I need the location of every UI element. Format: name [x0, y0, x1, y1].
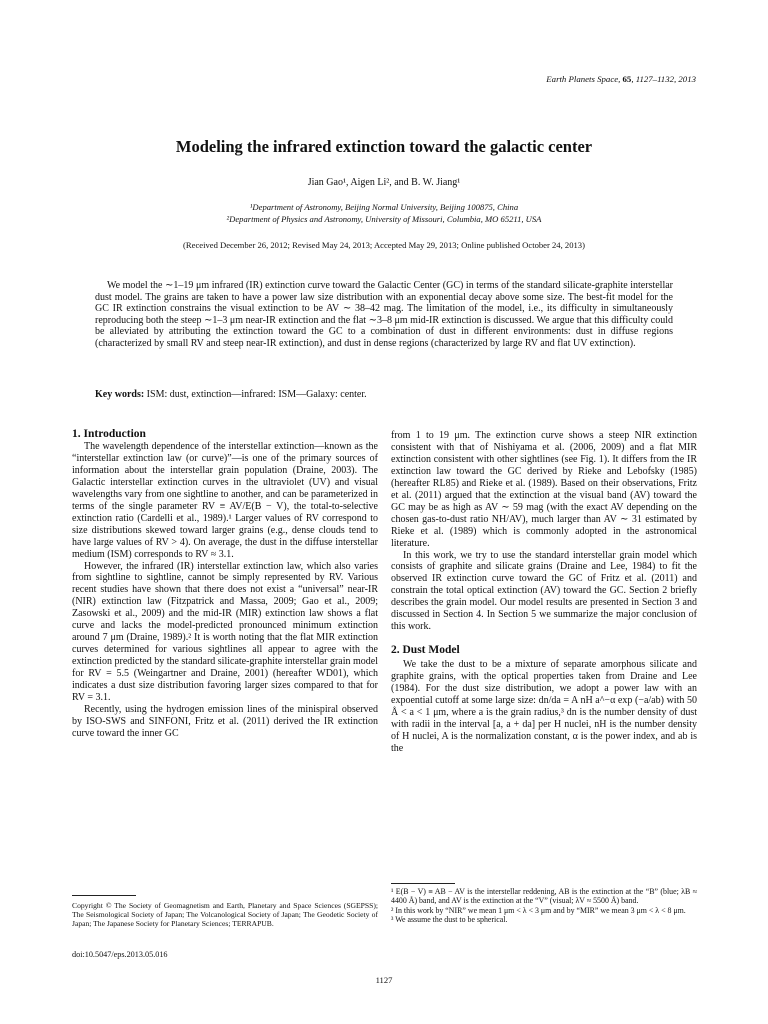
keywords [95, 389, 673, 400]
intro-paragraph-5: In this work, we try to use the standard interstellar grain model which consists of graphite and silicate grains (Draine and Lee, 1984) to fit the observed IR extinction curve toward the GC of Fritz et al. (2011) and constrain the total optical extinction (AV) toward the GC. Section 2 briefly describes the grain model. Our model results are presented in Section 3 and discussed in Section 4. In Section 5 we summarize the major conclusion of this work. [391, 549, 697, 633]
intro-paragraph-3: Recently, using the hydrogen emission lines of the minispiral observed by ISO-SWS and SINFONI, Fritz et al. (2011) derived the IR extinction curve toward the inner GC [72, 703, 378, 739]
footnote-1: ¹ E(B − V) ≡ AB − AV is the interstellar reddening, AB is the extinction at the “B” (blue; λB ≈ 4400 Å) band, and AV is the extinction at the “V” (visual; λV ≈ 5500 Å) band. [391, 887, 697, 906]
footnote-3: ³ We assume the dust to be spherical. [391, 915, 508, 925]
journal-pages: , 1127–1132, 2013 [631, 74, 696, 84]
journal-citation [546, 74, 696, 84]
left-column [72, 427, 378, 740]
dust-model-paragraph-1: We take the dust to be a mixture of separate amorphous silicate and graphite grains, with the optical properties taken from Draine and Lee (1984). For the dust size distribution, we adopt a power law with an expoential cutoff at some large size: dn/da = A nH a^−α exp (−a/ab) with 50 Å < a < 1 μm, where a is the grain radius,³ dn is the number density of dust with radii in the interval [a, a + da] per H nuclei, nH is the number density of H nuclei, A is the normalization constant, α is the power index, and ab is the [391, 659, 697, 754]
copyright-notice: Copyright © The Society of Geomagnetism and Earth, Planetary and Space Sciences (SGEPSS); The Seismological Society of Japan; The Volcanological Society of Japan; The Geodetic Society of Japan; The Japanese Society for Planetary Sciences; TERRAPUB. [72, 901, 378, 929]
affiliation-1: ¹Department of Astronomy, Beijing Normal University, Beijing 100875, China [249, 202, 519, 212]
keywords-text: ISM: dust, extinction—infrared: ISM—Galaxy: center. [146, 389, 367, 400]
footnotes [391, 887, 697, 925]
publication-dates: (Received December 26, 2012; Revised May 24, 2013; Accepted May 29, 2013; Online published October 24, 2013) [183, 240, 585, 250]
paper-authors: Jian Gao¹, Aigen Li², and B. W. Jiang¹ [307, 177, 461, 188]
right-column [391, 430, 697, 755]
paper-title: Modeling the infrared extinction toward the galactic center [175, 137, 593, 156]
page-number: 1127 [375, 975, 393, 985]
journal-volume: 65 [622, 74, 632, 84]
intro-paragraph-2: However, the infrared (IR) interstellar extinction law, which also varies from sightline to sightline, cannot be simply represented by RV. Various recent studies have shown that there does not exist a “universal” near-IR (NIR) extinction law (Fitzpatrick and Massa, 2009; Gao et al., 2009; Zasowski et al., 2009) and the mid-IR (MIR) extinction law shows a flat curve and lacks the model-predicted pronounced minimum extinction around 7 μm (Draine, 1989).² It is worth noting that the flat MIR extinction curves determined for various sightlines all appear to agree with the extinction predicted by the standard silicate-graphite interstellar grain model for RV = 5.5 (Weingartner and Draine, 2001) (hereafter WD01), which indicates a dust size distribution favoring larger sizes compared to that for RV = 3.1. [72, 560, 379, 704]
intro-paragraph-4: from 1 to 19 μm. The extinction curve shows a steep NIR extinction consistent with that of Nishiyama et al. (2006, 2009) and a flat MIR extinction consistent with other sightlines (see Fig. 1). It differs from the IR extinction law toward the GC derived by Rieke and Lebofsky (1985) (hereafter RL85) and Rieke et al. (1989). Based on their observations, Fritz et al. (2011) argued that the extinction at the visual band (AV) toward the GC may be as high as AV ∼ 59 mag (with the exact AV depending on the chosen gas-to-dust ratio NH/AV), much larger than AV ∼ 31 estimated by Rieke et al. (1989) which is commonly adopted in the astronomical literature. [391, 430, 697, 549]
keywords-label: Key words: [95, 389, 145, 400]
intro-paragraph-1: The wavelength dependence of the interstellar extinction—known as the “interstellar extinction law (or curve)”—is one of the primary sources of information about the interstellar grain population (Draine, 2003). The Galactic interstellar extinction curves in the ultraviolet (UV) and visual wavelengths vary from one sightline to another, and can be parameterized in terms of the single parameter RV ≡ AV/E(B − V), the total-to-selective extinction ratio (Cardelli et al., 1989).¹ Larger values of RV correspond to size distributions skewed toward larger grains (e.g., dense clouds tend to have large values of RV > 4). On average, the dust in the diffuse interstellar medium (ISM) corresponds to RV ≈ 3.1. [72, 441, 378, 560]
affiliation-2: ²Department of Physics and Astronomy, University of Missouri, Columbia, MO 65211, USA [226, 214, 542, 224]
doi-link[interactable]: doi:10.5047/eps.2013.05.016 [72, 950, 168, 959]
abstract: We model the ∼1–19 μm infrared (IR) extinction curve toward the Galactic Center (GC) in terms of the standard silicate-graphite interstellar dust model. The grains are taken to have a power law size distribution with an exponential decay above some size. The best-fit model for the GC IR extinction constrains the visual extinction to be AV ∼ 38–42 mag. The limitation of the model, i.e., its difficulty in simultaneously reproducing both the steep ∼1–3 μm near-IR extinction and the flat ∼3–8 μm mid-IR extinction is discussed. We argue that this difficulty could be alleviated by attributing the extinction toward the GC to a combination of dust in different environments: dust in diffuse regions (characterized by small RV and steep near-IR extinction), and dust in dense regions (characterized by large RV and flat UV extinction). [95, 280, 673, 349]
footnote-2: ² In this work by “NIR” we mean 1 μm < λ < 3 μm and by “MIR” we mean 3 μm < λ < 8 μm. [391, 905, 686, 915]
footnote-divider [391, 883, 455, 884]
section-heading-introduction: 1. Introduction [72, 428, 146, 440]
section-heading-dust-model: 2. Dust Model [391, 644, 460, 657]
copyright-divider [72, 895, 136, 896]
journal-name: Earth Planets Space, [546, 74, 621, 84]
